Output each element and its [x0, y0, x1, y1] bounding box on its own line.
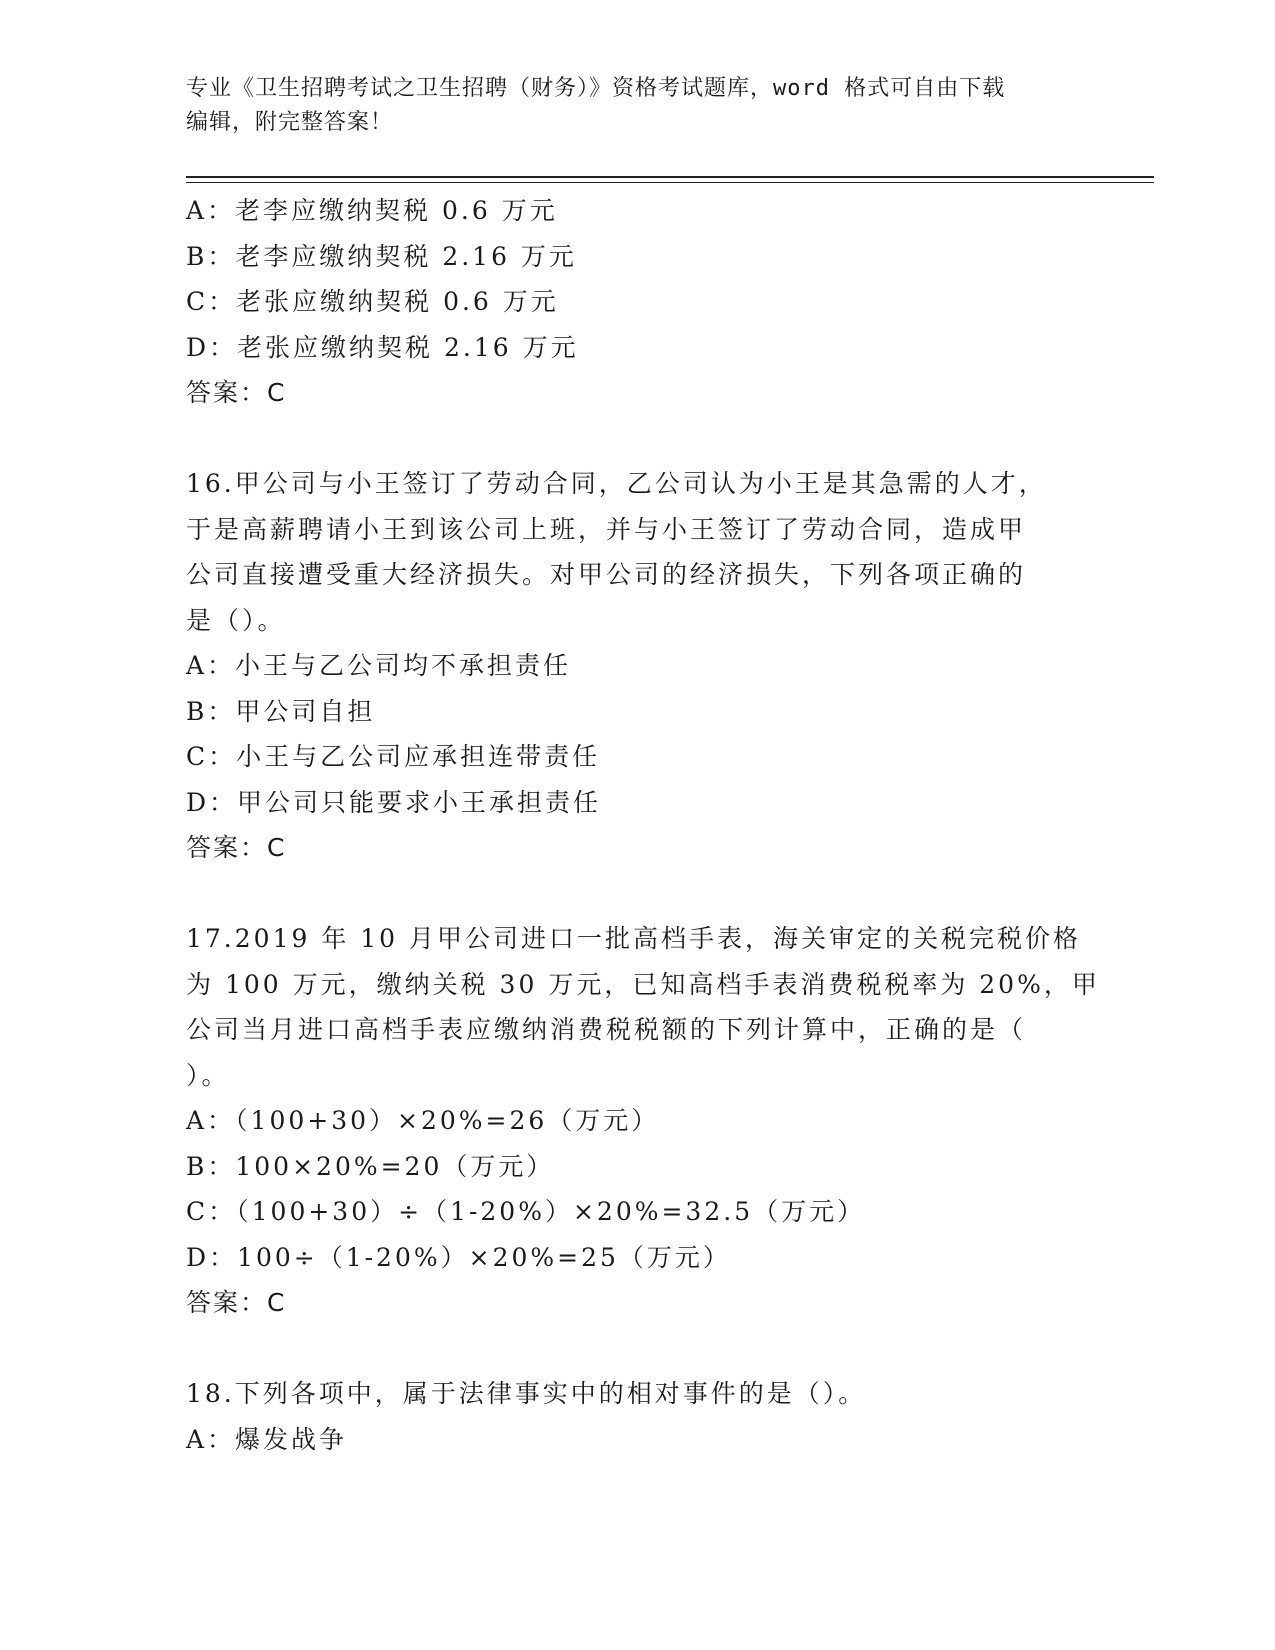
option-d: D：甲公司只能要求小王承担责任 [186, 787, 602, 817]
option-a: A：老李应缴纳契税 0.6 万元 [186, 196, 558, 225]
header-line-1: 专业《卫生招聘考试之卫生招聘（财务）》资格考试题库，word 格式可自由下载 [186, 76, 1006, 101]
option-b: B：甲公司自担 [186, 696, 376, 726]
option-c: C：小王与乙公司应承担连带责任 [186, 742, 601, 771]
question-stem-line: 是（）。 [186, 605, 286, 635]
option-a: A：小王与乙公司均不承担责任 [186, 651, 572, 680]
option-d: D：老张应缴纳契税 2.16 万元 [186, 332, 579, 362]
question-stem-line: 17.2019 年 10 月甲公司进口一批高档手表，海关审定的关税完税价格 [186, 924, 1082, 953]
question-15 [186, 188, 1086, 416]
question-content [186, 188, 1100, 1462]
option-b: B：老李应缴纳契税 2.16 万元 [186, 241, 577, 271]
question-stem-line: 公司当月进口高档手表应缴纳消费税税额的下列计算中，正确的是（ [186, 1015, 1027, 1044]
option-c: C：老张应缴纳契税 0.6 万元 [186, 287, 559, 316]
question-stem-line: 公司直接遭受重大经济损失。对甲公司的经济损失，下列各项正确的 [186, 560, 1027, 589]
document-header [186, 72, 1066, 140]
question-stem-line: ）。 [186, 1060, 230, 1090]
question-stem-line: 于是高薪聘请小王到该公司上班，并与小王签订了劳动合同，造成甲 [186, 514, 1027, 544]
header-rule-thin [186, 182, 1154, 183]
question-17 [186, 916, 1100, 1326]
answer: 答案：C [186, 1288, 287, 1317]
header-rule-thick [186, 176, 1154, 178]
answer: 答案：C [186, 378, 287, 407]
option-c: C：（100+30）÷（1-20%）×20%=32.5（万元） [186, 1197, 866, 1226]
option-b: B：100×20%=20（万元） [186, 1151, 555, 1181]
question-16 [186, 461, 1086, 871]
question-18 [186, 1371, 1086, 1462]
option-a: A：爆发战争 [186, 1424, 348, 1454]
question-stem-line: 18.下列各项中，属于法律事实中的相对事件的是（）。 [186, 1379, 867, 1408]
question-stem-line: 为 100 万元，缴纳关税 30 万元，已知高档手表消费税税率为 20%，甲 [186, 969, 1100, 999]
option-d: D：100÷（1-20%）×20%=25（万元） [186, 1242, 731, 1272]
question-stem-line: 16.甲公司与小王签订了劳动合同，乙公司认为小王是其急需的人才， [186, 469, 1047, 498]
header-line-2: 编辑，附完整答案！ [186, 110, 394, 135]
option-a: A：（100+30）×20%=26（万元） [186, 1106, 660, 1135]
answer: 答案：C [186, 833, 287, 862]
